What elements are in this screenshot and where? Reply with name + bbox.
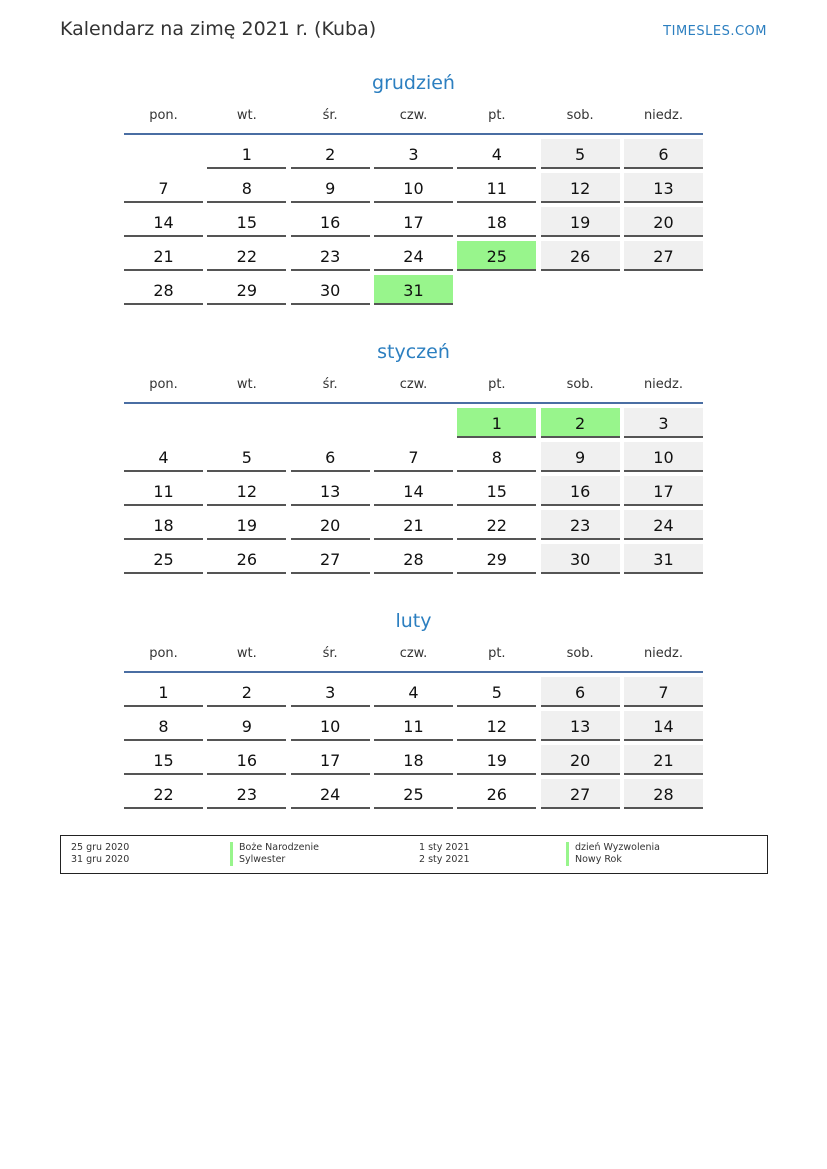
day-cell: 18 bbox=[374, 745, 453, 775]
day-cell: 27 bbox=[624, 241, 703, 271]
day-grid bbox=[124, 677, 703, 809]
day-cell: 22 bbox=[457, 510, 536, 540]
weekday-header bbox=[124, 106, 703, 126]
day-cell: 17 bbox=[624, 476, 703, 506]
day-cell: 18 bbox=[124, 510, 203, 540]
legend-date: 2 sty 2021 bbox=[419, 854, 470, 865]
weekday-label: pon. bbox=[149, 108, 178, 123]
day-cell: 15 bbox=[124, 745, 203, 775]
day-cell: 4 bbox=[374, 677, 453, 707]
weekday-label: pt. bbox=[488, 646, 506, 661]
legend-date: 1 sty 2021 bbox=[419, 842, 470, 853]
day-cell: 23 bbox=[207, 779, 286, 809]
day-cell: 23 bbox=[291, 241, 370, 271]
day-cell: 21 bbox=[374, 510, 453, 540]
holiday-day-cell: 25 bbox=[457, 241, 536, 271]
weekday-label: pon. bbox=[149, 377, 178, 392]
weekday-label: wt. bbox=[236, 377, 257, 392]
weekday-label: wt. bbox=[236, 108, 257, 123]
weekday-label: pon. bbox=[149, 646, 178, 661]
day-cell: 14 bbox=[124, 207, 203, 237]
legend-holiday-name: Boże Narodzenie bbox=[230, 842, 319, 854]
day-cell: 30 bbox=[291, 275, 370, 305]
legend-date: 31 gru 2020 bbox=[71, 854, 130, 865]
day-cell: 10 bbox=[624, 442, 703, 472]
day-cell: 1 bbox=[207, 139, 286, 169]
header-divider bbox=[124, 402, 703, 404]
day-cell: 26 bbox=[541, 241, 620, 271]
day-cell: 8 bbox=[457, 442, 536, 472]
day-cell: 13 bbox=[624, 173, 703, 203]
weekday-label: niedz. bbox=[643, 108, 683, 123]
day-cell: 16 bbox=[207, 745, 286, 775]
day-cell: 2 bbox=[291, 139, 370, 169]
day-cell: 27 bbox=[541, 779, 620, 809]
day-grid bbox=[124, 139, 703, 305]
empty-cell bbox=[374, 408, 453, 438]
day-cell: 7 bbox=[624, 677, 703, 707]
day-cell: 11 bbox=[457, 173, 536, 203]
day-cell: 3 bbox=[374, 139, 453, 169]
day-cell: 22 bbox=[207, 241, 286, 271]
day-cell: 21 bbox=[124, 241, 203, 271]
weekday-label: wt. bbox=[236, 646, 257, 661]
empty-cell bbox=[207, 408, 286, 438]
holiday-legend bbox=[60, 835, 768, 874]
day-cell: 15 bbox=[207, 207, 286, 237]
page-title: Kalendarz na zimę 2021 r. (Kuba) bbox=[60, 18, 377, 40]
day-cell: 22 bbox=[124, 779, 203, 809]
legend-holiday-name: Nowy Rok bbox=[566, 854, 622, 866]
day-cell: 24 bbox=[291, 779, 370, 809]
day-grid bbox=[124, 408, 703, 574]
day-cell: 16 bbox=[541, 476, 620, 506]
day-cell: 2 bbox=[207, 677, 286, 707]
day-cell: 6 bbox=[624, 139, 703, 169]
day-cell: 26 bbox=[457, 779, 536, 809]
legend-date: 25 gru 2020 bbox=[71, 842, 130, 853]
holiday-day-cell: 2 bbox=[541, 408, 620, 438]
day-cell: 9 bbox=[291, 173, 370, 203]
day-cell: 18 bbox=[457, 207, 536, 237]
day-cell: 12 bbox=[541, 173, 620, 203]
weekday-label: sob. bbox=[566, 646, 594, 661]
day-cell: 7 bbox=[124, 173, 203, 203]
day-cell: 19 bbox=[457, 745, 536, 775]
day-cell: 23 bbox=[541, 510, 620, 540]
day-cell: 19 bbox=[541, 207, 620, 237]
day-cell: 12 bbox=[207, 476, 286, 506]
day-cell: 25 bbox=[124, 544, 203, 574]
day-cell: 9 bbox=[207, 711, 286, 741]
day-cell: 17 bbox=[374, 207, 453, 237]
day-cell: 20 bbox=[291, 510, 370, 540]
weekday-header bbox=[124, 375, 703, 395]
day-cell: 9 bbox=[541, 442, 620, 472]
weekday-label: śr. bbox=[322, 377, 338, 392]
day-cell: 11 bbox=[124, 476, 203, 506]
month-block bbox=[124, 608, 703, 809]
day-cell: 7 bbox=[374, 442, 453, 472]
day-cell: 12 bbox=[457, 711, 536, 741]
holiday-day-cell: 1 bbox=[457, 408, 536, 438]
weekday-label: sob. bbox=[566, 377, 594, 392]
weekday-label: śr. bbox=[322, 646, 338, 661]
day-cell: 5 bbox=[541, 139, 620, 169]
day-cell: 14 bbox=[374, 476, 453, 506]
day-cell: 26 bbox=[207, 544, 286, 574]
day-cell: 21 bbox=[624, 745, 703, 775]
day-cell: 4 bbox=[457, 139, 536, 169]
day-cell: 16 bbox=[291, 207, 370, 237]
weekday-header bbox=[124, 644, 703, 664]
day-cell: 19 bbox=[207, 510, 286, 540]
day-cell: 10 bbox=[291, 711, 370, 741]
legend-holiday-name: dzień Wyzwolenia bbox=[566, 842, 660, 854]
day-cell: 25 bbox=[374, 779, 453, 809]
day-cell: 13 bbox=[291, 476, 370, 506]
day-cell: 28 bbox=[374, 544, 453, 574]
brand-link[interactable]: TIMESLES.COM bbox=[663, 24, 767, 39]
month-block bbox=[124, 339, 703, 574]
day-cell: 20 bbox=[541, 745, 620, 775]
day-cell: 1 bbox=[124, 677, 203, 707]
month-title: grudzień bbox=[372, 72, 455, 94]
weekday-label: pt. bbox=[488, 377, 506, 392]
legend-holiday-name: Sylwester bbox=[230, 854, 285, 866]
day-cell: 28 bbox=[124, 275, 203, 305]
empty-cell bbox=[124, 408, 203, 438]
weekday-label: czw. bbox=[399, 108, 428, 123]
weekday-label: niedz. bbox=[643, 377, 683, 392]
day-cell: 14 bbox=[624, 711, 703, 741]
weekday-label: pt. bbox=[488, 108, 506, 123]
weekday-label: sob. bbox=[566, 108, 594, 123]
day-cell: 6 bbox=[541, 677, 620, 707]
day-cell: 8 bbox=[207, 173, 286, 203]
day-cell: 28 bbox=[624, 779, 703, 809]
day-cell: 17 bbox=[291, 745, 370, 775]
month-block bbox=[124, 70, 703, 305]
day-cell: 29 bbox=[457, 544, 536, 574]
weekday-label: śr. bbox=[322, 108, 338, 123]
day-cell: 30 bbox=[541, 544, 620, 574]
header-divider bbox=[124, 671, 703, 673]
weekday-label: czw. bbox=[399, 646, 428, 661]
weekday-label: czw. bbox=[399, 377, 428, 392]
day-cell: 24 bbox=[624, 510, 703, 540]
day-cell: 11 bbox=[374, 711, 453, 741]
day-cell: 5 bbox=[207, 442, 286, 472]
day-cell: 10 bbox=[374, 173, 453, 203]
day-cell: 27 bbox=[291, 544, 370, 574]
day-cell: 4 bbox=[124, 442, 203, 472]
holiday-day-cell: 31 bbox=[374, 275, 453, 305]
day-cell: 5 bbox=[457, 677, 536, 707]
day-cell: 31 bbox=[624, 544, 703, 574]
day-cell: 3 bbox=[291, 677, 370, 707]
day-cell: 24 bbox=[374, 241, 453, 271]
empty-cell bbox=[124, 139, 203, 169]
day-cell: 8 bbox=[124, 711, 203, 741]
day-cell: 3 bbox=[624, 408, 703, 438]
month-title: luty bbox=[395, 610, 432, 632]
day-cell: 20 bbox=[624, 207, 703, 237]
empty-cell bbox=[291, 408, 370, 438]
day-cell: 13 bbox=[541, 711, 620, 741]
weekday-label: niedz. bbox=[643, 646, 683, 661]
header-divider bbox=[124, 133, 703, 135]
day-cell: 6 bbox=[291, 442, 370, 472]
day-cell: 15 bbox=[457, 476, 536, 506]
month-title: styczeń bbox=[377, 341, 450, 363]
day-cell: 29 bbox=[207, 275, 286, 305]
